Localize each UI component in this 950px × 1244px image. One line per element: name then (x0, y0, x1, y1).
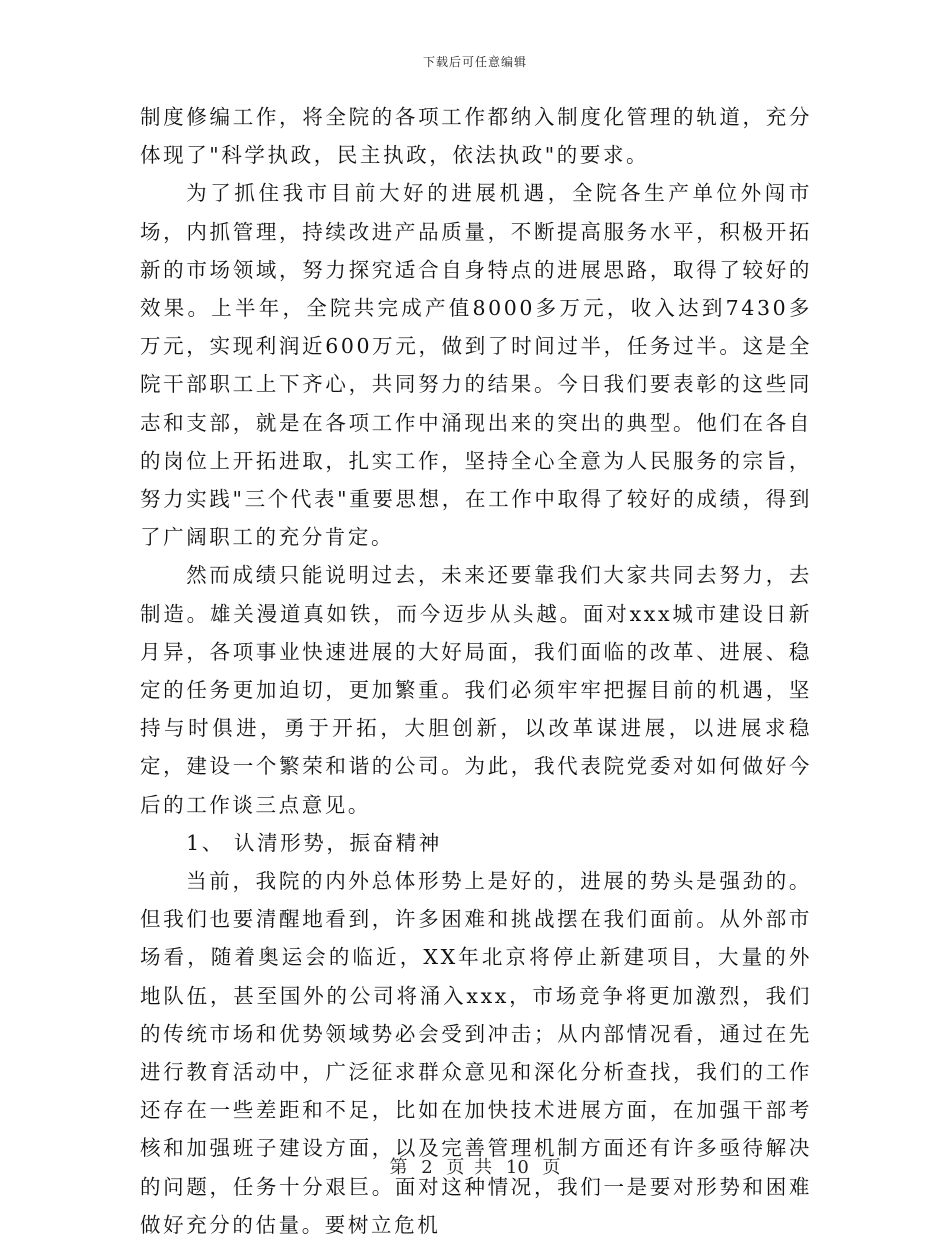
paragraph-achievements: 为了抓住我市目前大好的进展机遇，全院各生产单位外闯市场，内抓管理，持续改进产品质量，不断提高服务水平，积极开拓新的市场领域，努力探究适合自身特点的进展思路，取得了较好的效果。上半年，全院共完成产值8000多万元，收入达到7430多万元，实现利润近600万元，做到了时间过半，任务过半。这是全院干部职工上下齐心，共同努力的结果。今日我们要表彰的这些同志和支部，就是在各项工作中涌现出来的突出的典型。他们在各自的岗位上开拓进取，扎实工作，坚持全心全意为人民服务的宗旨，努力实践"三个代表"重要思想，在工作中取得了较好的成绩，得到了广阔职工的充分肯定。 (140, 181, 812, 550)
footer-suffix: 页 (542, 1157, 561, 1178)
footer-prefix: 第 (389, 1157, 408, 1178)
section-heading-1: 1、 认清形势，振奋精神 (186, 830, 442, 855)
footer-total-pages: 10 (505, 1157, 529, 1178)
paragraph-future: 然而成绩只能说明过去，未来还要靠我们大家共同去努力，去制造。雄关漫道真如铁，而今迈步从头越。面对xxx城市建设日新月异，各项事业快速进展的大好局面，我们面临的改革、进展、稳定的任务更加迫切，更加繁重。我们必须牢牢把握目前的机遇，坚持与时俱进，勇于开拓，大胆创新，以改革谋进展，以进展求稳定，建设一个繁荣和谐的公司。为此，我代表院党委对如何做好今后的工作谈三点意见。 (140, 563, 812, 817)
paragraph-continuation: 制度修编工作，将全院的各项工作都纳入制度化管理的轨道，充分体现了"科学执政，民主执政，依法执政"的要求。 (140, 105, 812, 168)
document-body (140, 98, 812, 1244)
page-header: 下载后可任意编辑 (422, 55, 527, 69)
paragraph-situation: 当前，我院的内外总体形势上是好的，进展的势头是强劲的。但我们也要清醒地看到，许多困难和挑战摆在我们面前。从外部市场看，随着奥运会的临近，XX年北京将停止新建项目，大量的外地队伍，甚至国外的公司将涌入xxx，市场竞争将更加激烈，我们的传统市场和优势领域势必会受到冲击；从内部情况看，通过在先进行教育活动中，广泛征求群众意见和深化分析查找，我们的工作还存在一些差距和不足，比如在加快技术进展方面，在加强干部考核和加强班子建设方面，以及完善管理机制方面还有许多亟待解决的问题，任务十分艰巨。面对这种情况，我们一是要对形势和困难做好充分的估量。要树立危机 (140, 869, 812, 1237)
footer-current-page: 2 (421, 1157, 433, 1178)
page-footer (0, 1153, 950, 1179)
footer-middle: 页 共 (446, 1157, 493, 1178)
